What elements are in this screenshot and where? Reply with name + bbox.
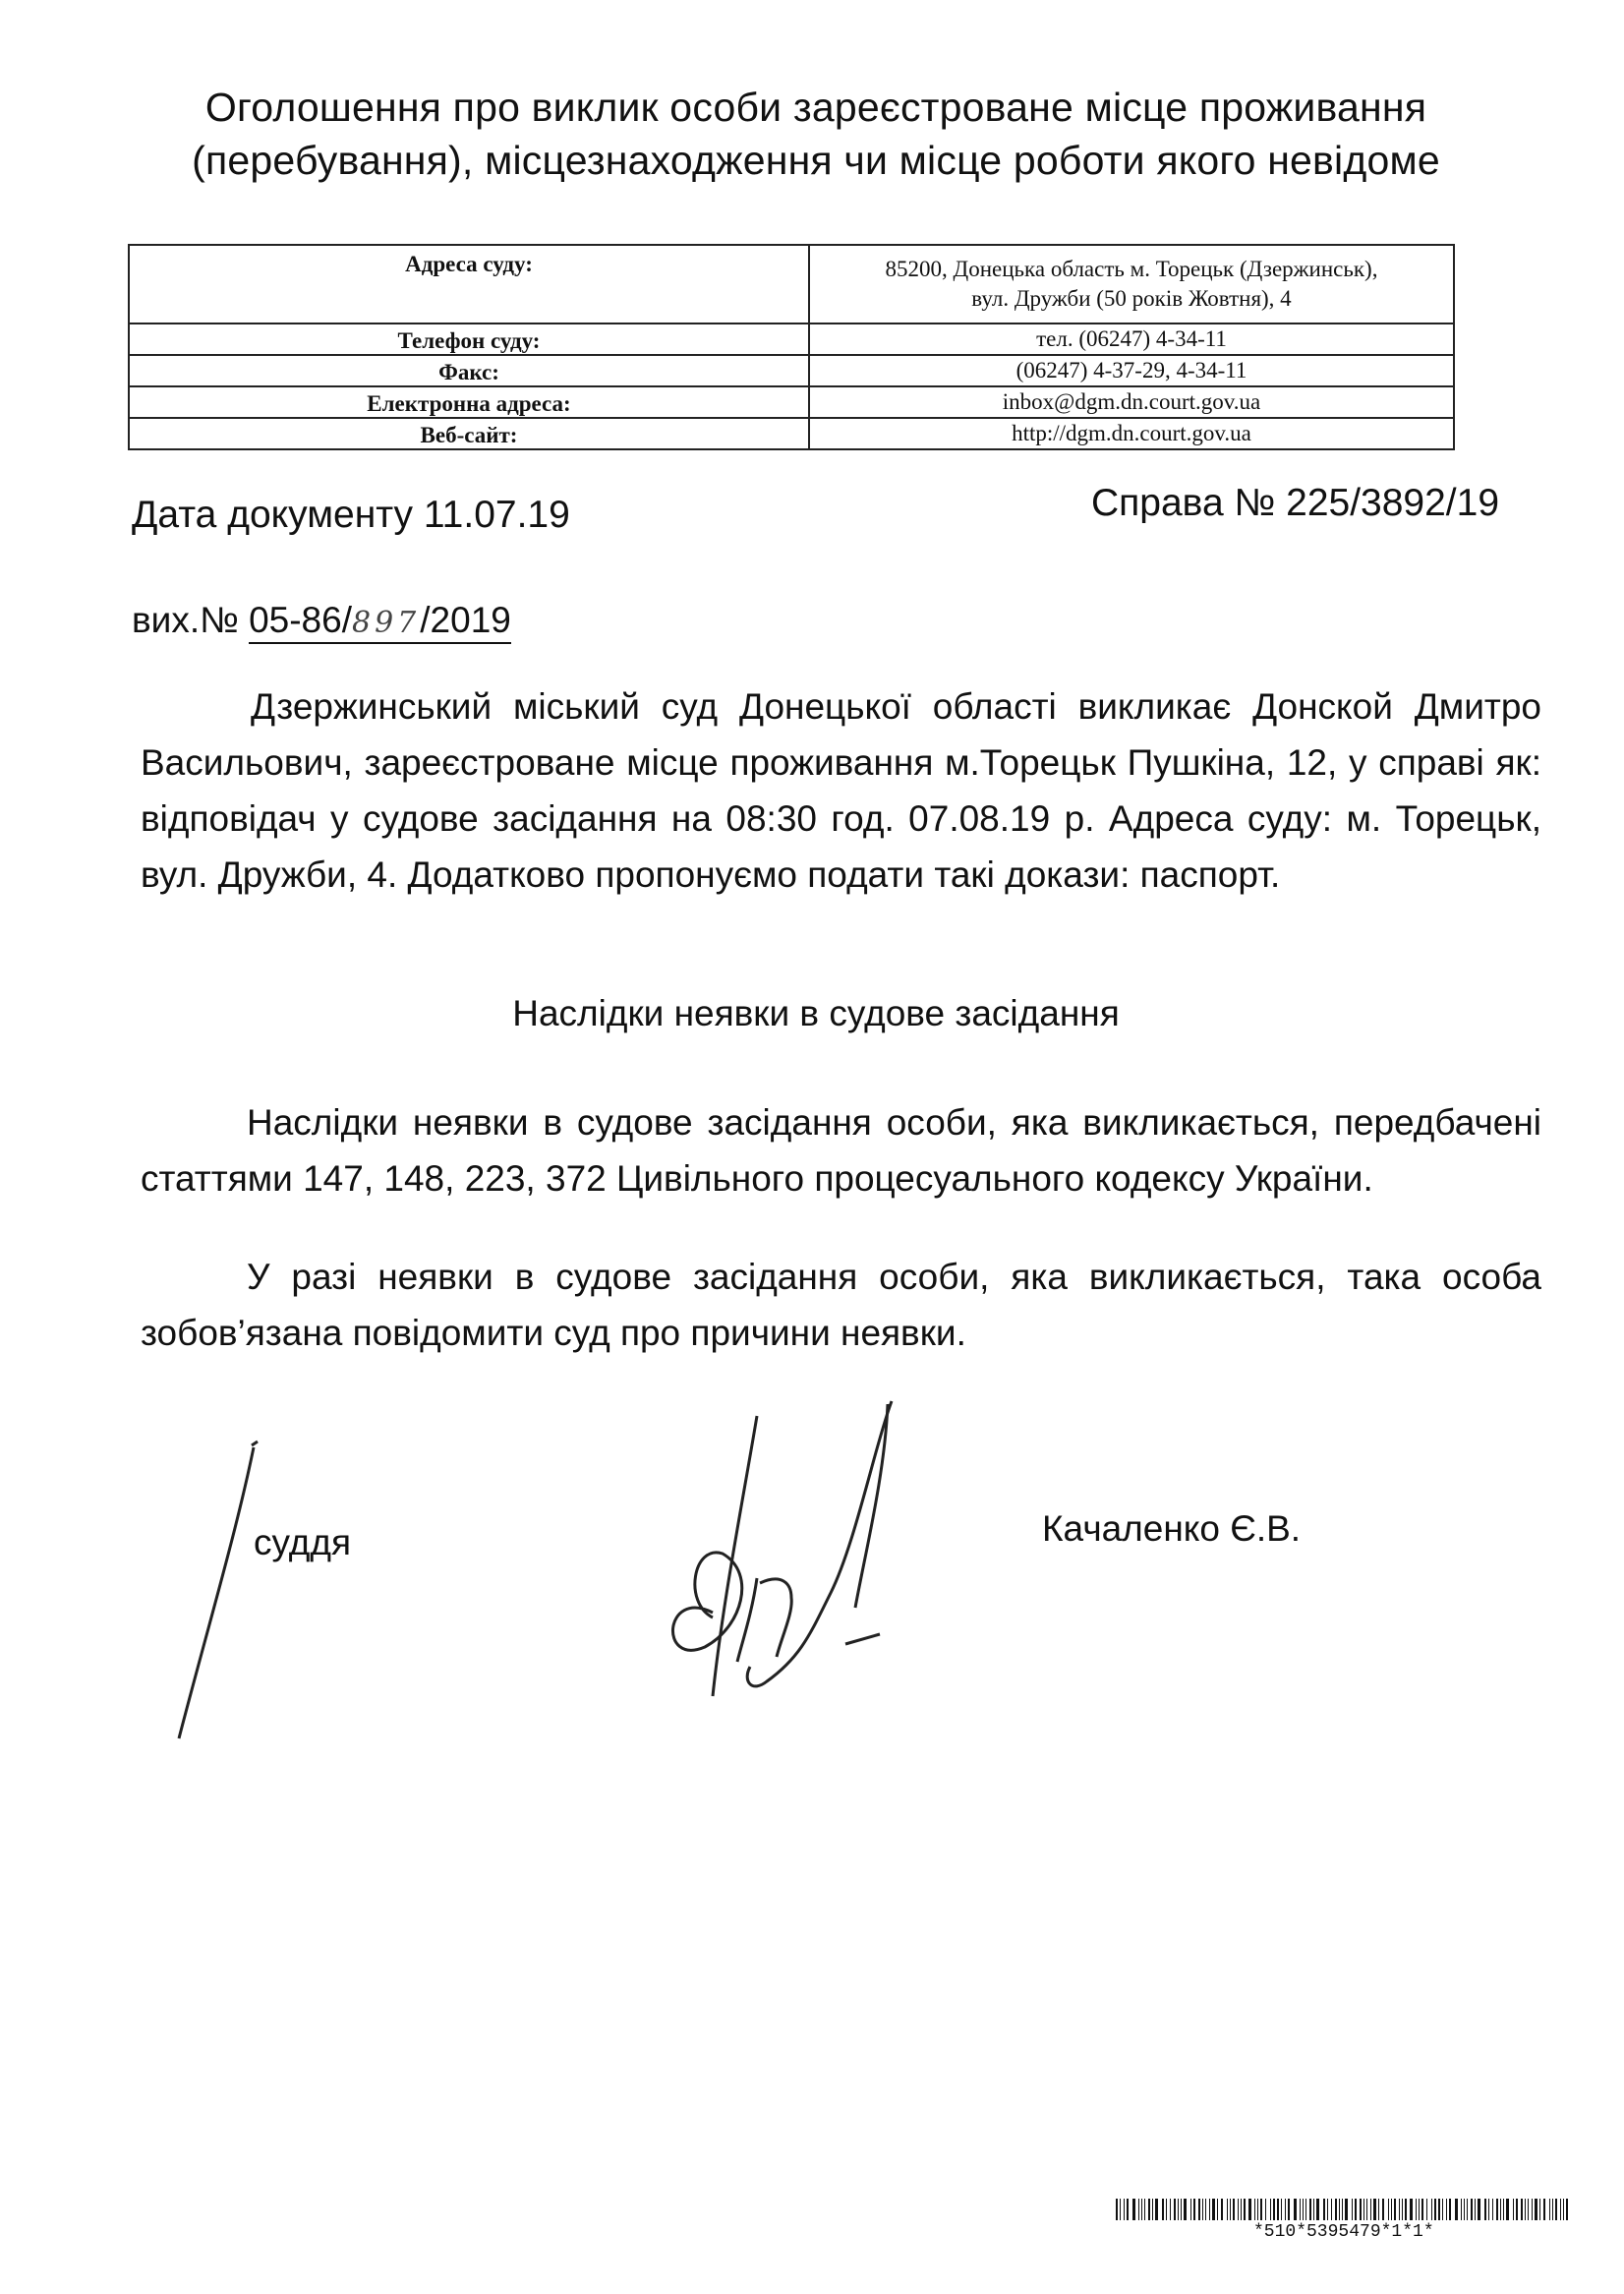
barcode-bar	[1257, 2199, 1258, 2220]
outgoing-number	[132, 600, 511, 641]
judge-role: суддя	[254, 1522, 351, 1562]
barcode-bar	[1285, 2199, 1286, 2220]
barcode-bar	[1209, 2199, 1210, 2220]
barcode-bar	[1120, 2199, 1121, 2220]
barcode-bar	[1475, 2199, 1476, 2220]
barcode-bar	[1221, 2199, 1223, 2220]
barcode-bar	[1288, 2199, 1290, 2220]
barcode-bar	[1174, 2199, 1176, 2220]
barcode-bar	[1303, 2199, 1304, 2220]
barcode-bar	[1366, 2199, 1367, 2220]
barcode-bar	[1467, 2199, 1468, 2220]
barcode-bar	[1566, 2199, 1568, 2220]
outgoing-start: 05-86/	[249, 600, 352, 640]
barcode-bar	[1230, 2199, 1231, 2220]
consequences-text: Наслідки неявки в судове засідання особи, яка викликається, передбачені статтями 147, 148, 223, 372 Цивільного процесуального кодексу України.	[141, 1102, 1541, 1199]
barcode-bar	[1265, 2199, 1266, 2220]
barcode-bar	[1552, 2199, 1553, 2220]
barcode-bar	[1382, 2199, 1384, 2220]
barcode-bar	[1391, 2199, 1392, 2220]
barcode-bar	[1313, 2199, 1314, 2220]
court-info-row	[129, 245, 1454, 324]
barcode-bar	[1327, 2199, 1328, 2220]
barcode-bar	[1471, 2199, 1473, 2220]
barcode-bar	[1535, 2199, 1537, 2220]
court-phone-value: тел. (06247) 4-34-11	[809, 324, 1454, 355]
barcode-bar	[1241, 2199, 1242, 2220]
barcode-bar	[1309, 2199, 1311, 2220]
barcode-bar	[1399, 2199, 1400, 2220]
case-number: Справа № 225/3892/19	[1091, 482, 1500, 524]
obligation-paragraph	[141, 1249, 1541, 1361]
barcode-bar	[1503, 2199, 1504, 2220]
barcode-bar	[1388, 2199, 1389, 2220]
barcode-bar	[1516, 2199, 1518, 2220]
barcode-bar	[1513, 2199, 1514, 2220]
barcode-bar	[1323, 2199, 1325, 2220]
barcode-bar	[1496, 2199, 1498, 2220]
barcode-bar	[1360, 2199, 1362, 2220]
barcode-bar	[1506, 2199, 1509, 2220]
court-fax-label: Факс:	[129, 355, 809, 386]
barcode-bar	[1525, 2199, 1526, 2220]
document-date: Дата документу 11.07.19	[132, 494, 570, 536]
barcode-bar	[1528, 2199, 1529, 2220]
barcode-bar	[1402, 2199, 1403, 2220]
barcode-bar	[1144, 2199, 1145, 2220]
barcode-bar	[1378, 2199, 1379, 2220]
court-info-row	[129, 386, 1454, 418]
barcode-bar	[1539, 2199, 1540, 2220]
barcode-bar	[1116, 2199, 1118, 2220]
outgoing-number-underlined	[249, 600, 511, 644]
barcode-bar	[1419, 2199, 1420, 2220]
barcode-bar	[1202, 2199, 1203, 2220]
consequences-heading: Наслідки неявки в судове засідання	[512, 993, 1120, 1033]
barcode-bar	[1352, 2199, 1353, 2220]
barcode-bar	[1563, 2199, 1564, 2220]
barcode-bar	[1127, 2199, 1129, 2220]
barcode-bar	[1233, 2199, 1235, 2220]
barcode-bar	[1181, 2199, 1182, 2220]
barcode-bar	[1500, 2199, 1501, 2220]
barcode-bar	[1281, 2199, 1282, 2220]
barcode-bar	[1560, 2199, 1561, 2220]
document-title	[157, 81, 1475, 187]
margin-stroke	[167, 1426, 275, 1750]
barcode-bar	[1132, 2199, 1135, 2220]
summons-text: Дзержинський міський суд Донецької області викликає Донской Дмитро Васильович, зареєстроване місце проживання м.Торецьк Пушкіна, 12, у справі як: відповідач у судове засідання на 08:30 год. 07.08.19 р. Адреса суду: м. Торецьк, вул. Дружби, 4. Додатково пропонуємо подати такі докази: паспорт.	[141, 686, 1541, 895]
barcode-bar	[1405, 2199, 1407, 2220]
barcode-bar	[1184, 2199, 1187, 2220]
barcode-bar	[1478, 2199, 1480, 2220]
barcode-bar	[1421, 2199, 1423, 2220]
barcode-bar	[1484, 2199, 1486, 2220]
court-address-line-1: 85200, Донецька область м. Торецьк (Дзержинськ),	[885, 257, 1378, 281]
barcode-bar	[1138, 2199, 1139, 2220]
barcode-bar	[1270, 2199, 1271, 2220]
barcode-bar	[1212, 2199, 1215, 2220]
court-info-row	[129, 418, 1454, 449]
barcode-bar	[1363, 2199, 1364, 2220]
barcode-bar	[1355, 2199, 1357, 2220]
barcode-bar	[1555, 2199, 1557, 2220]
barcode-bar	[1335, 2199, 1337, 2220]
court-fax-value: (06247) 4-37-29, 4-34-11	[809, 355, 1454, 386]
barcode-bar	[1162, 2199, 1164, 2220]
outgoing-end: /2019	[420, 600, 511, 640]
barcode-bar	[1532, 2199, 1533, 2220]
barcode-bar	[1449, 2199, 1451, 2220]
judge-name: Качаленко Є.В.	[1042, 1508, 1302, 1549]
barcode-bar	[1488, 2199, 1489, 2220]
barcode-bar	[1370, 2199, 1371, 2220]
barcode-bar	[1244, 2199, 1246, 2220]
barcode-bar	[1455, 2199, 1458, 2220]
barcode-bar	[1305, 2199, 1306, 2220]
barcode-bar	[1205, 2199, 1206, 2220]
title-line-1: Оголошення про виклик особи зареєстроване місце проживання	[204, 85, 1427, 130]
barcode-bar	[1277, 2199, 1279, 2220]
barcode-bar	[1300, 2199, 1301, 2220]
court-info-row	[129, 355, 1454, 386]
barcode-bar	[1373, 2199, 1376, 2220]
barcode-text: *510*5395479*1*1*	[1253, 2222, 1434, 2242]
court-address-line-2: вул. Дружби (50 років Жовтня), 4	[971, 286, 1292, 311]
barcode-bar	[1331, 2199, 1332, 2220]
barcode-bar	[1227, 2199, 1228, 2220]
barcode-bar	[1190, 2199, 1191, 2220]
court-website-value: http://dgm.dn.court.gov.ua	[809, 418, 1454, 449]
barcode-bar	[1416, 2199, 1417, 2220]
barcode-bar	[1248, 2199, 1251, 2220]
judge-signature	[644, 1386, 899, 1711]
barcode-bar	[1124, 2199, 1125, 2220]
court-phone-label: Телефон суду:	[129, 324, 809, 355]
barcode-bar	[1410, 2199, 1413, 2220]
barcode-bar	[1438, 2199, 1440, 2220]
barcode-bar	[1152, 2199, 1153, 2220]
barcode-bar	[1178, 2199, 1179, 2220]
barcode-bar	[1394, 2199, 1396, 2220]
barcode-bar	[1434, 2199, 1436, 2220]
barcode-bar	[1316, 2199, 1319, 2220]
barcode-bar	[1238, 2199, 1239, 2220]
barcode-bar	[1198, 2199, 1200, 2220]
barcode-bar	[1442, 2199, 1443, 2220]
court-address-value	[809, 245, 1454, 324]
barcode	[1116, 2199, 1578, 2220]
barcode-bar	[1464, 2199, 1465, 2220]
barcode-bar	[1273, 2199, 1275, 2220]
consequences-paragraph	[141, 1094, 1541, 1206]
court-website-label: Веб-сайт:	[129, 418, 809, 449]
court-address-label: Адреса суду:	[129, 245, 809, 324]
barcode-bar	[1141, 2199, 1142, 2220]
court-info-table	[128, 244, 1455, 450]
barcode-bar	[1170, 2199, 1171, 2220]
barcode-bar	[1193, 2199, 1195, 2220]
outgoing-prefix: вих.№	[132, 600, 250, 640]
barcode-bar	[1492, 2199, 1493, 2220]
barcode-bar	[1446, 2199, 1447, 2220]
outgoing-handwritten: 897	[352, 606, 421, 640]
barcode-bar	[1294, 2199, 1297, 2220]
barcode-bar	[1254, 2199, 1255, 2220]
barcode-bar	[1166, 2199, 1167, 2220]
barcode-bar	[1155, 2199, 1158, 2220]
barcode-bar	[1148, 2199, 1150, 2220]
barcode-bar	[1217, 2199, 1218, 2220]
barcode-bar	[1543, 2199, 1545, 2220]
obligation-text: У разі неявки в судове засідання особи, яка викликається, така особа зобов’язана повідомити суд про причини неявки.	[141, 1257, 1541, 1353]
barcode-bar	[1426, 2199, 1427, 2220]
barcode-bar	[1431, 2199, 1432, 2220]
barcode-bar	[1345, 2199, 1348, 2220]
barcode-bar	[1260, 2199, 1262, 2220]
barcode-bar	[1461, 2199, 1462, 2220]
title-line-2: (перебування), місцезнаходження чи місце роботи якого невідоме	[192, 138, 1440, 183]
court-email-value: inbox@dgm.dn.court.gov.ua	[809, 386, 1454, 418]
barcode-bar	[1549, 2199, 1550, 2220]
summons-paragraph	[141, 678, 1541, 903]
barcode-bar	[1342, 2199, 1343, 2220]
court-info-row	[129, 324, 1454, 355]
court-email-label: Електронна адреса:	[129, 386, 809, 418]
barcode-bar	[1339, 2199, 1340, 2220]
barcode-bar	[1521, 2199, 1523, 2220]
